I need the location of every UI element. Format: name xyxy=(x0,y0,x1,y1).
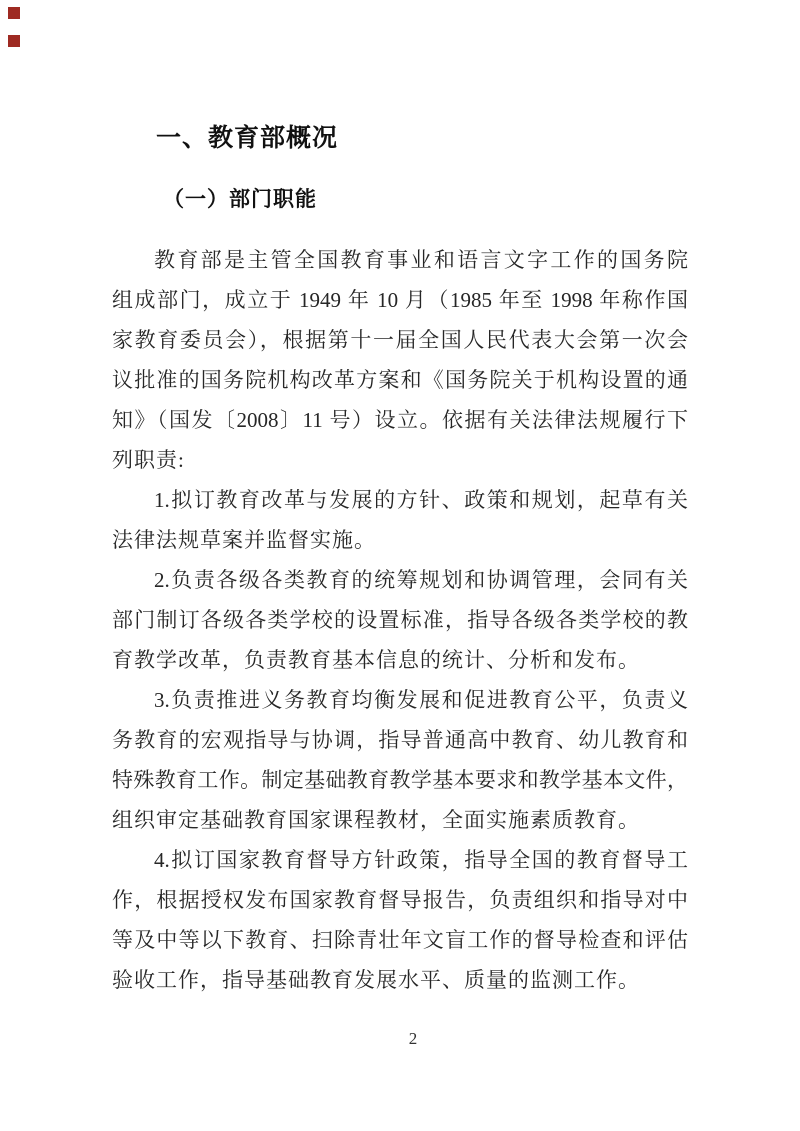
text-line: 议批准的国务院机构改革方案和《国务院关于机构设置的通 xyxy=(112,368,688,392)
text-line: 2.负责各级各类教育的统筹规划和协调管理，会同有关 xyxy=(154,568,688,592)
text-line: 组成部门，成立于 1949 年 10 月（1985 年至 1998 年称作国 xyxy=(112,288,688,312)
text-line: 育教学改革，负责教育基本信息的统计、分析和发布。 xyxy=(112,648,640,672)
red-square-mark xyxy=(8,7,20,19)
text-line: 教育部是主管全国教育事业和语言文字工作的国务院 xyxy=(154,248,688,272)
text-line: 4.拟订国家教育督导方针政策，指导全国的教育督导工 xyxy=(154,848,688,872)
red-square-mark xyxy=(8,35,20,47)
text-line: 组织审定基础教育国家课程教材，全面实施素质教育。 xyxy=(112,808,640,832)
text-line: 验收工作，指导基础教育发展水平、质量的监测工作。 xyxy=(112,968,640,992)
text-line: 务教育的宏观指导与协调，指导普通高中教育、幼儿教育和 xyxy=(112,728,688,752)
document-body xyxy=(112,240,688,1000)
text-line: 列职责: xyxy=(112,448,185,472)
text-line: 家教育委员会），根据第十一届全国人民代表大会第一次会 xyxy=(112,328,688,352)
text-line: 知》（国发〔2008〕11 号）设立。依据有关法律法规履行下 xyxy=(112,408,688,432)
text-line: 作，根据授权发布国家教育督导报告，负责组织和指导对中 xyxy=(112,888,688,912)
text-line: 等及中等以下教育、扫除青壮年文盲工作的督导检查和评估 xyxy=(112,928,688,952)
text-line: 1.拟订教育改革与发展的方针、政策和规划，起草有关 xyxy=(154,488,688,512)
subsection-heading: （一）部门职能 xyxy=(163,187,317,211)
section-heading: 一、教育部概况 xyxy=(156,124,339,152)
text-line: 特殊教育工作。制定基础教育教学基本要求和教学基本文件， xyxy=(112,768,688,792)
text-line: 部门制订各级各类学校的设置标准，指导各级各类学校的教 xyxy=(112,608,688,632)
text-line: 3.负责推进义务教育均衡发展和促进教育公平，负责义 xyxy=(154,688,688,712)
page-number: 2 xyxy=(408,1029,418,1048)
text-line: 法律法规草案并监督实施。 xyxy=(112,528,376,552)
